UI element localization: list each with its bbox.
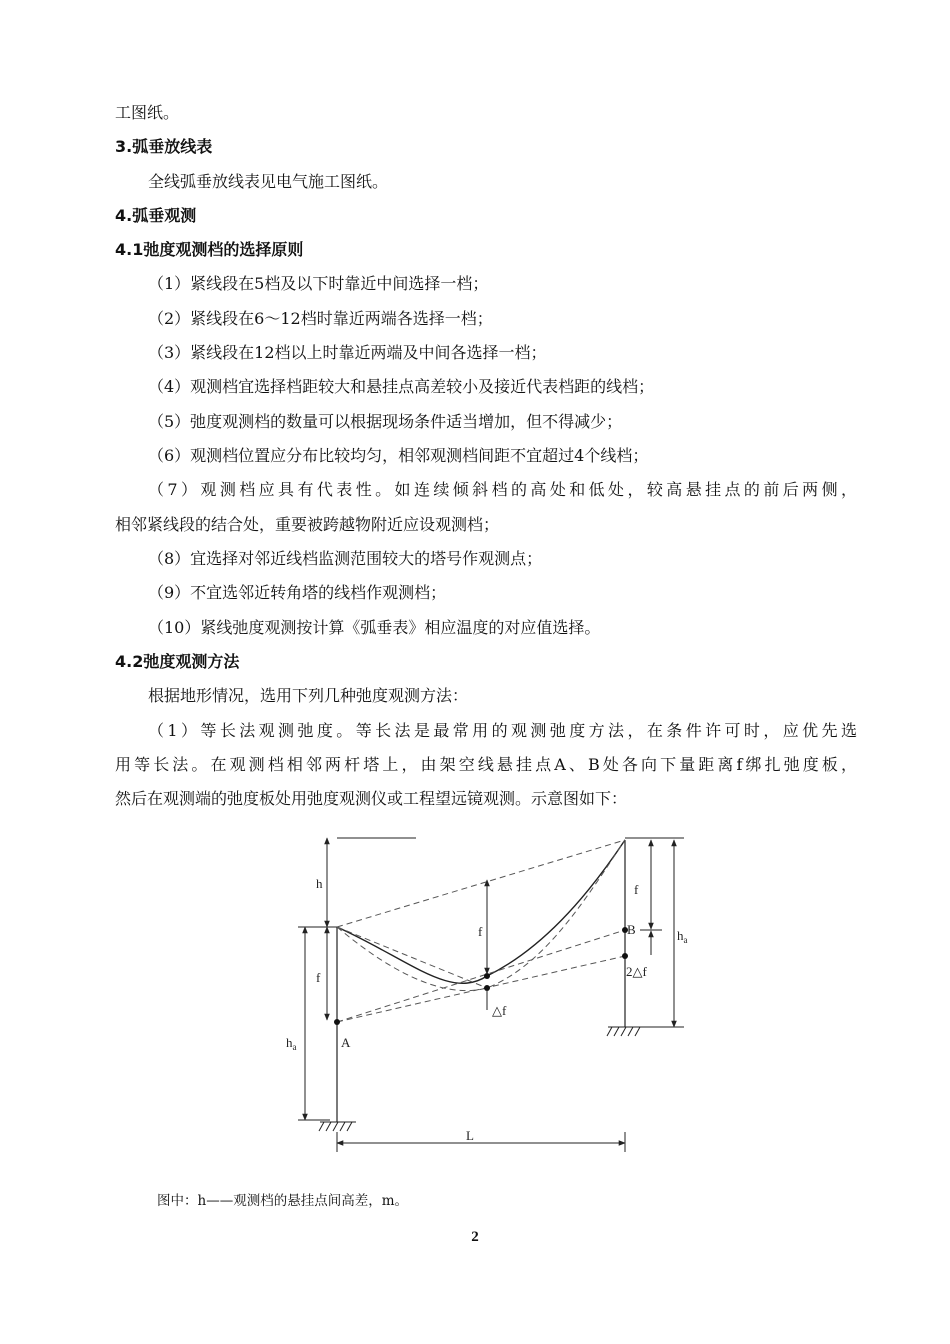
list-item: （5）弛度观测档的数量可以根据现场条件适当增加，但不得减少； [148, 412, 623, 431]
section-heading-4-1: 4.1弛度观测档的选择原则 [115, 240, 304, 259]
figure-caption: 图中：h——观测档的悬挂点间高差，m。 [157, 1193, 408, 1209]
right-ground-icon [607, 1027, 644, 1036]
conductor-curve [337, 840, 625, 983]
paragraph: 全线弧垂放线表见电气施工图纸。 [148, 172, 389, 191]
sight-line-a-b [337, 930, 625, 1022]
list-item: （10）紧线弛度观测按计算《弧垂表》相应温度的对应值选择。 [148, 618, 601, 637]
point-2df [622, 953, 628, 959]
sight-line-lower [337, 927, 487, 988]
paragraph: 根据地形情况，选用下列几种弛度观测方法： [148, 686, 469, 705]
text-line: 工图纸。 [115, 103, 180, 122]
label-L: L [466, 1128, 474, 1143]
list-item: （6）观测档位置应分布比较均匀，相邻观测档间距不宜超过4个线档； [148, 446, 649, 465]
page-number: 2 [471, 1229, 479, 1245]
section-heading-4: 4.弧垂观测 [115, 206, 197, 225]
point-a [334, 1019, 340, 1025]
label-ha-left: $h_a$ [286, 1035, 297, 1052]
list-item: （3）紧线段在12档以上时靠近两端及中间各选择一档； [148, 343, 547, 362]
paragraph-line: （1）等长法观测弛度。等长法是最常用的观测弛度方法，在条件许可时，应优先选 [148, 721, 857, 740]
chord-line [337, 840, 625, 927]
list-item: （2）紧线段在6～12档时靠近两端各选择一档； [148, 309, 493, 328]
label-a: A [341, 1035, 351, 1050]
section-heading-4-2: 4.2弛度观测方法 [115, 652, 240, 671]
label-2-delta-f: 2△f [626, 964, 647, 979]
label-ha-right: $h_a$ [677, 928, 688, 945]
left-ground-icon [319, 1122, 356, 1131]
section-heading-3: 3.弧垂放线表 [115, 137, 213, 156]
label-f-mid: f [478, 924, 483, 939]
paragraph-line: 用等长法。在观测档相邻两杆塔上，由架空线悬挂点A、B处各向下量距离f绑扎弛度板， [115, 755, 857, 774]
list-item: （1）紧线段在5档及以下时靠近中间选择一档； [148, 274, 489, 293]
label-f-right: f [634, 882, 639, 897]
label-delta-f: △f [492, 1003, 507, 1018]
list-item-continuation: 相邻紧线段的结合处，重要被跨越物附近应设观测档； [115, 515, 500, 534]
list-item: （7）观测档应具有代表性。如连续倾斜档的高处和低处，较高悬挂点的前后两侧， [148, 480, 857, 499]
label-f-left: f [316, 970, 321, 985]
list-item: （9）不宜选邻近转角塔的线档作观测档； [148, 583, 447, 602]
list-item: （4）观测档宜选择档距较大和悬挂点高差较小及接近代表档距的线档； [148, 377, 655, 396]
list-item: （8）宜选择对邻近线档监测范围较大的塔号作观测点； [148, 549, 543, 568]
label-b: B [627, 922, 636, 937]
label-h: h [316, 876, 323, 891]
paragraph-line: 然后在观测端的弛度板处用弛度观测仪或工程望远镜观测。示意图如下： [115, 789, 628, 808]
sag-curve-dashed [337, 840, 625, 991]
